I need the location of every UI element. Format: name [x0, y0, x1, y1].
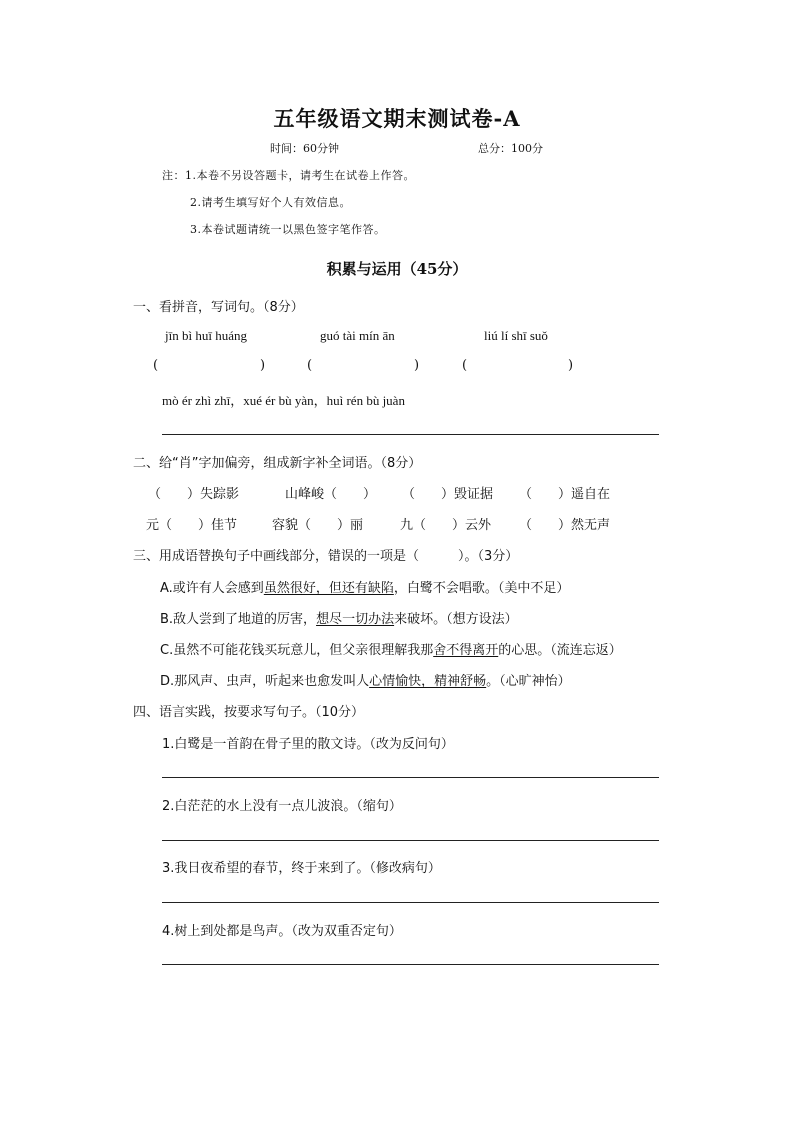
fill-item-7: 九（ ）云外 — [400, 518, 492, 533]
pinyin-1: jīn bì huī huáng — [165, 328, 247, 343]
fill-item-8: （ ）然无声 — [519, 518, 611, 533]
page-title: 五年级语文期末测试卷-A — [273, 106, 521, 131]
option-b: B.敌人尝到了地道的厉害，想尽一切办法来破坏。（想方设法） — [160, 612, 518, 627]
sentence-task-1: 1.白鹭是一首韵在骨子里的散文诗。（改为反问句） — [162, 737, 454, 752]
answer-line-4-1 — [162, 777, 659, 778]
answer-blank-1-open: ( — [153, 358, 159, 373]
answer-line-4-3 — [162, 902, 659, 903]
option-d: D.那风声、虫声，听起来也愈发叫人心情愉快，精神舒畅。（心旷神怡） — [160, 674, 571, 689]
question-1-title: 一、看拼音，写词句。（8分） — [133, 300, 304, 315]
option-c: C.虽然不可能花钱买玩意儿，但父亲很理解我那舍不得离开的心思。（流连忘返） — [160, 643, 622, 658]
sentence-task-2: 2.白茫茫的水上没有一点儿波浪。（缩句） — [162, 799, 402, 814]
pinyin-3: liú lí shī suǒ — [484, 328, 548, 343]
fill-item-6: 容貌（ ）丽 — [272, 518, 364, 533]
fill-item-2: 山峰峻（ ） — [285, 487, 377, 502]
pinyin-sentence: mò ér zhì zhī，xué ér bù yàn，huì rén bù juàn — [162, 393, 405, 408]
exam-total-score: 总分：100分 — [478, 142, 543, 155]
question-4-title: 四、语言实践，按要求写句子。（10分） — [133, 705, 365, 720]
sentence-task-3: 3.我日夜希望的春节，终于来到了。（修改病句） — [162, 861, 441, 876]
section-title: 积累与运用（45分） — [326, 260, 468, 278]
option-c-underline: 舍不得离开 — [433, 643, 499, 658]
question-3-title: 三、用成语替换句子中画线部分，错误的一项是（ ）。（3分） — [133, 549, 519, 564]
answer-line-q1 — [162, 434, 659, 435]
option-a: A.或许有人会感到虽然很好，但还有缺陷，白鹭不会唱歌。（美中不足） — [160, 581, 570, 596]
question-2-title: 二、给“肖”字加偏旁，组成新字补全词语。（8分） — [133, 456, 422, 471]
fill-item-5: 元（ ）佳节 — [146, 518, 238, 533]
fill-item-3: （ ）毁证据 — [402, 487, 494, 502]
answer-blank-2-open: ( — [307, 358, 313, 373]
answer-blank-1-close: ) — [260, 358, 266, 373]
option-b-underline: 想尽一切办法 — [316, 612, 395, 627]
answer-blank-3-open: ( — [462, 358, 468, 373]
answer-line-4-4 — [162, 964, 659, 965]
option-a-underline: 虽然很好，但还有缺陷 — [263, 581, 394, 596]
answer-blank-2-close: ) — [414, 358, 420, 373]
fill-item-1: （ ）失踪影 — [148, 487, 240, 502]
answer-blank-3-close: ) — [568, 358, 574, 373]
option-d-underline: 心情愉快，精神舒畅 — [369, 674, 487, 689]
answer-line-4-2 — [162, 840, 659, 841]
note-3: 3.本卷试题请统一以黑色签字笔作答。 — [190, 223, 386, 236]
note-2: 2.请考生填写好个人有效信息。 — [190, 196, 351, 209]
note-1: 注：1.本卷不另设答题卡，请考生在试卷上作答。 — [162, 169, 415, 182]
exam-time: 时间：60分钟 — [270, 142, 339, 155]
sentence-task-4: 4.树上到处都是鸟声。（改为双重否定句） — [162, 924, 402, 939]
pinyin-2: guó tài mín ān — [320, 328, 395, 343]
fill-item-4: （ ）遥自在 — [519, 487, 611, 502]
